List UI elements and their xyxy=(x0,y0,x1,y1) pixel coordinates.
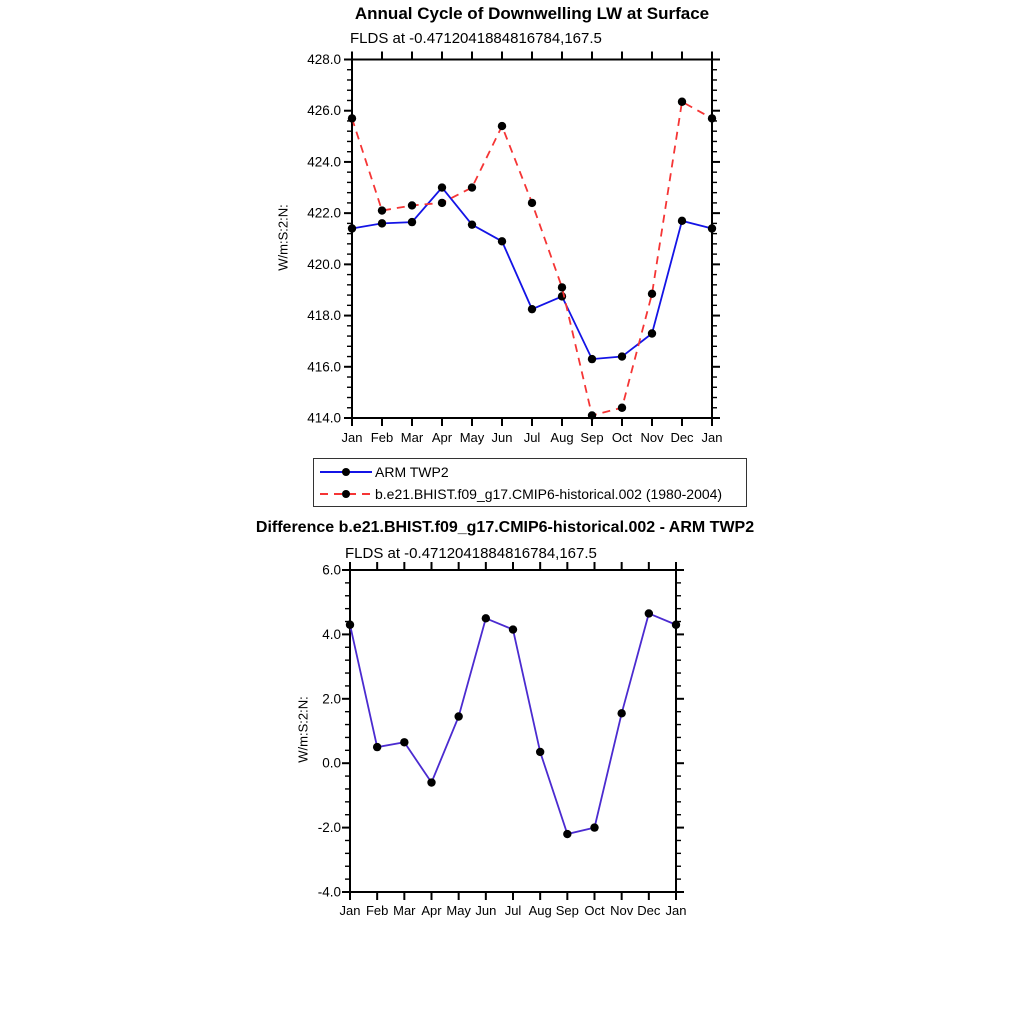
svg-text:2.0: 2.0 xyxy=(322,691,341,707)
svg-text:May: May xyxy=(459,430,485,445)
solid-line-marker-icon xyxy=(320,464,372,480)
svg-text:-2.0: -2.0 xyxy=(317,820,341,836)
legend-item-arm-twp2 xyxy=(320,461,746,483)
dashed-line-marker-icon xyxy=(320,486,372,502)
svg-text:Dec: Dec xyxy=(670,430,694,445)
legend-item-model xyxy=(320,483,746,505)
svg-text:Apr: Apr xyxy=(431,430,453,445)
svg-text:Mar: Mar xyxy=(400,430,424,445)
chart2-title: Difference b.e21.BHIST.f09_g17.CMIP6-historical.002 - ARM TWP2 xyxy=(255,519,755,536)
svg-text:Jun: Jun xyxy=(491,430,513,445)
svg-text:Jul: Jul xyxy=(523,430,541,445)
svg-text:6.0: 6.0 xyxy=(322,562,341,578)
chart2-subtitle: FLDS at -0.4712041884816784,167.5 xyxy=(345,545,597,562)
svg-text:420.0: 420.0 xyxy=(307,256,341,272)
svg-text:426.0: 426.0 xyxy=(307,103,341,119)
svg-text:424.0: 424.0 xyxy=(307,154,341,170)
svg-text:Aug: Aug xyxy=(528,903,552,918)
svg-text:Jan: Jan xyxy=(341,430,363,445)
chart1-subtitle: FLDS at -0.4712041884816784,167.5 xyxy=(350,30,602,47)
svg-text:May: May xyxy=(446,903,471,918)
svg-text:Feb: Feb xyxy=(370,430,394,445)
chart1-y-axis-label: W/m:S:2:N: xyxy=(275,204,291,271)
svg-text:Jun: Jun xyxy=(475,903,497,918)
svg-text:Sep: Sep xyxy=(555,903,579,918)
svg-text:4.0: 4.0 xyxy=(322,626,341,642)
svg-text:Jan: Jan xyxy=(339,903,361,918)
svg-text:416.0: 416.0 xyxy=(307,359,341,375)
chart1-title: Annual Cycle of Downwelling LW at Surface xyxy=(354,4,710,23)
svg-text:418.0: 418.0 xyxy=(307,308,341,324)
legend-label-model: b.e21.BHIST.f09_g17.CMIP6-historical.002 (1980-2004) xyxy=(375,486,723,502)
svg-text:428.0: 428.0 xyxy=(307,52,341,67)
svg-text:Oct: Oct xyxy=(584,903,605,918)
legend-box xyxy=(313,458,747,507)
chart2-y-axis-label: W/m:S:2:N: xyxy=(295,696,311,763)
svg-text:Jul: Jul xyxy=(504,903,522,918)
svg-text:Mar: Mar xyxy=(393,903,416,918)
svg-text:414.0: 414.0 xyxy=(307,410,341,426)
svg-text:Dec: Dec xyxy=(637,903,661,918)
svg-text:Apr: Apr xyxy=(421,903,442,918)
svg-text:Feb: Feb xyxy=(365,903,389,918)
svg-text:-4.0: -4.0 xyxy=(317,884,341,900)
svg-text:Oct: Oct xyxy=(611,430,633,445)
legend-label-arm-twp2: ARM TWP2 xyxy=(375,464,449,480)
svg-text:422.0: 422.0 xyxy=(307,205,341,221)
svg-text:Jan: Jan xyxy=(701,430,723,445)
svg-text:Nov: Nov xyxy=(640,430,664,445)
svg-text:Sep: Sep xyxy=(580,430,604,445)
svg-text:Aug: Aug xyxy=(550,430,574,445)
svg-text:Jan: Jan xyxy=(665,903,687,918)
svg-text:Nov: Nov xyxy=(610,903,634,918)
svg-text:0.0: 0.0 xyxy=(322,755,341,771)
